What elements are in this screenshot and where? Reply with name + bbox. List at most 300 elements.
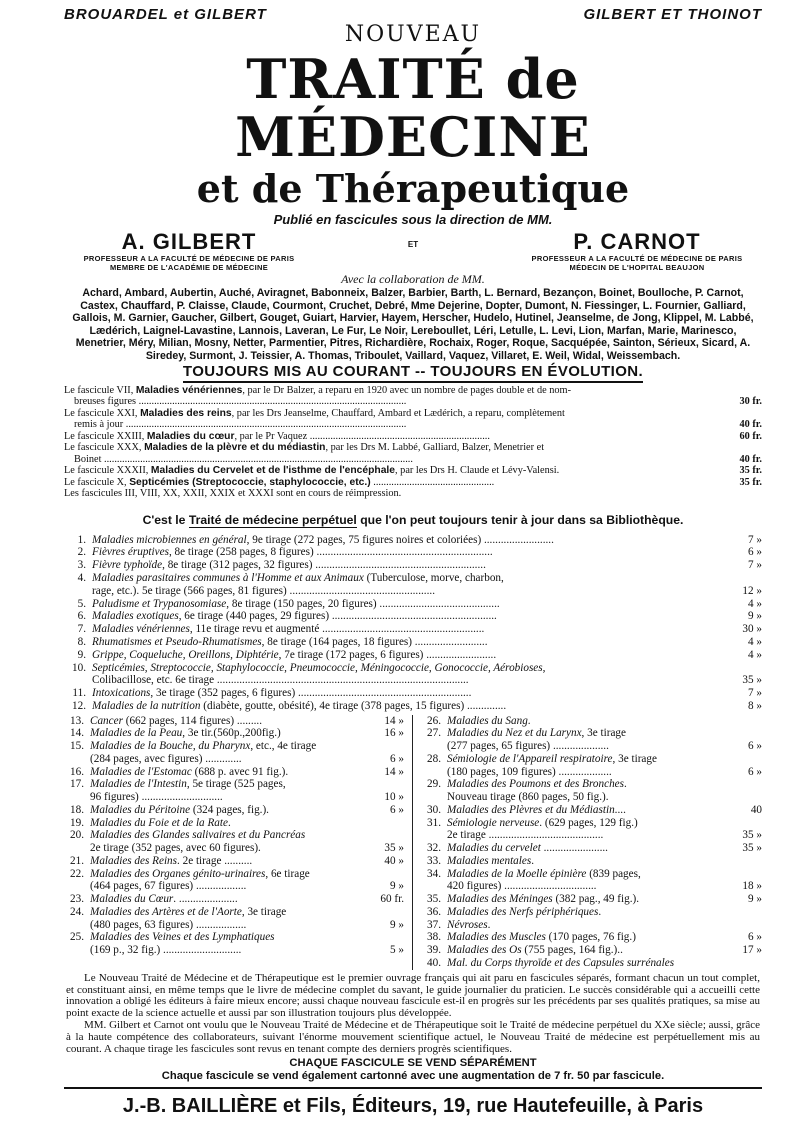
volume-details: , 8e tirage (164 pages, 18 figures) .......................... bbox=[261, 635, 488, 648]
volume-list bbox=[64, 534, 762, 713]
volume-title: Maladies du Péritoine bbox=[90, 803, 191, 816]
volume-number: 21. bbox=[70, 854, 84, 867]
volume-price: 40 » bbox=[384, 854, 404, 867]
volume-title: Septicémies, Streptococcie, Staphylococcie, Pneumococcie, Méningococcie, Gonococcie, Aérobioses, bbox=[92, 661, 546, 674]
volume-details: , 7e tirage (172 pages, 6 figures) ......................... bbox=[278, 648, 497, 661]
volume-number: 20. bbox=[70, 829, 84, 842]
volume-title: Maladies de la nutrition bbox=[92, 699, 201, 712]
volume-entry bbox=[421, 893, 762, 906]
volume-details: .... bbox=[614, 803, 626, 816]
news-post: , par le Pr Vaquez ...................................................................... bbox=[234, 430, 490, 442]
volume-number: 5. bbox=[77, 597, 86, 610]
director-left-name: A. GILBERT bbox=[121, 229, 257, 254]
directors-et: ET bbox=[407, 240, 419, 249]
news-entry bbox=[64, 442, 762, 454]
volume-text bbox=[447, 727, 728, 740]
news-entry bbox=[64, 465, 762, 477]
publisher: J.-B. BAILLIÈRE et Fils, Éditeurs, 19, rue Hautefeuille, à Paris bbox=[64, 1087, 762, 1119]
volume-number: 14. bbox=[70, 727, 84, 740]
volume-entry bbox=[421, 906, 762, 919]
volume-number: 28. bbox=[427, 752, 441, 765]
volume-entry bbox=[64, 662, 762, 675]
volume-entry bbox=[64, 817, 404, 830]
volume-number: 12. bbox=[72, 699, 86, 712]
volume-entry bbox=[421, 957, 762, 970]
news-post: ............................................... bbox=[370, 476, 495, 488]
volume-details: . ..................... bbox=[173, 893, 238, 906]
volume-entry bbox=[64, 687, 762, 700]
volume-details: , 3e tirage (352 pages, 6 figures) .............................................................. bbox=[150, 687, 472, 700]
volume-title: Maladies des Poumons et des Bronches bbox=[447, 778, 625, 791]
news-title: Septicémies (Streptococcie, staphylococcie, etc.) bbox=[129, 476, 371, 488]
volume-details: . bbox=[598, 905, 602, 918]
volume-text bbox=[90, 906, 370, 919]
volume-entry bbox=[64, 598, 762, 611]
volume-entry-continued bbox=[64, 880, 404, 893]
volume-text bbox=[447, 855, 728, 868]
news-list bbox=[64, 385, 762, 500]
volume-text bbox=[92, 662, 732, 675]
volume-price: 7 » bbox=[748, 559, 762, 572]
volume-details: , 3e tirage bbox=[612, 752, 657, 765]
volume-details: , 8e tirage (312 pages, 32 figures) ............................................................. bbox=[162, 559, 486, 572]
volume-cont-text: 420 figures) ................................. bbox=[447, 880, 597, 893]
volume-entry bbox=[421, 817, 762, 830]
news-entry bbox=[64, 385, 762, 397]
volume-price: 60 fr. bbox=[380, 893, 404, 906]
volume-title: Sémiologie nerveuse bbox=[447, 816, 540, 829]
volume-number: 3. bbox=[77, 559, 86, 572]
volume-entry bbox=[64, 649, 762, 662]
volume-price: 7 » bbox=[748, 687, 762, 700]
volume-text bbox=[447, 817, 728, 830]
news-title: Maladies des reins bbox=[140, 407, 232, 419]
volume-entry-continued bbox=[421, 766, 762, 779]
volume-entry-continued bbox=[421, 791, 762, 804]
title-main: TRAITÉ de MÉDECINE bbox=[235, 47, 591, 169]
volume-details: . bbox=[527, 714, 531, 727]
volume-details: , 9e tirage (272 pages, 75 figures noires et coloriées) ......................... bbox=[246, 533, 554, 546]
volume-details: ....................... bbox=[540, 842, 608, 855]
volume-price: 14 » bbox=[384, 714, 404, 727]
volume-details: , 3e tirage bbox=[581, 727, 626, 740]
volume-number: 32. bbox=[427, 842, 441, 855]
volume-title: Maladies vénériennes bbox=[92, 623, 190, 636]
sold-line1: CHAQUE FASCICULE SE VEND SÉPARÉMENT bbox=[289, 1057, 537, 1070]
news-pre: Le fascicule XXXII, bbox=[64, 465, 149, 477]
volume-text bbox=[90, 931, 370, 944]
news-entry bbox=[64, 477, 762, 489]
news-cont-text: breuses figures ........................................................................................................ bbox=[74, 396, 407, 408]
volume-entry bbox=[421, 868, 762, 881]
volume-price: 7 » bbox=[748, 533, 762, 546]
news-cont-price: 40 fr. bbox=[739, 453, 762, 465]
news-title: Maladies de la plèvre et du médiastin bbox=[144, 442, 326, 454]
volume-details: , 6e tirage bbox=[265, 867, 310, 880]
volume-title: Névroses bbox=[447, 918, 488, 931]
volume-details: , 5e tirage (525 pages, bbox=[186, 778, 286, 791]
volume-entry bbox=[64, 855, 404, 868]
volume-number: 38. bbox=[427, 931, 441, 944]
volume-cont-price: 9 » bbox=[390, 918, 404, 931]
volume-number: 17. bbox=[70, 778, 84, 791]
volume-entry bbox=[64, 559, 762, 572]
volume-details: , 3e tir.(560p.,200fig.) bbox=[182, 727, 281, 740]
volume-entry bbox=[64, 804, 404, 817]
volume-text bbox=[90, 829, 370, 842]
volume-entry bbox=[64, 931, 404, 944]
volume-entry-continued bbox=[64, 842, 404, 855]
volume-title: Grippe, Coqueluche, Oreillons, Diphtérie bbox=[92, 648, 279, 661]
volume-price: 4 » bbox=[748, 648, 762, 661]
volume-title: Maladies des Veines et des Lymphatiques bbox=[90, 931, 275, 944]
volume-column-right bbox=[413, 715, 762, 970]
volume-number: 24. bbox=[70, 905, 84, 918]
volume-cont-text: 96 figures) ............................. bbox=[90, 791, 223, 804]
news-entry bbox=[64, 488, 762, 500]
volume-entry bbox=[64, 715, 404, 728]
volume-details: . bbox=[624, 778, 627, 791]
news-text bbox=[64, 465, 736, 477]
volume-number: 29. bbox=[427, 778, 441, 791]
volume-column-left bbox=[64, 715, 413, 970]
volume-entry bbox=[64, 610, 762, 623]
volume-text bbox=[92, 700, 732, 713]
news-text bbox=[64, 488, 762, 500]
news-text bbox=[64, 408, 762, 420]
volume-details: . (629 pages, 129 fig.) bbox=[539, 816, 638, 829]
volume-title: Maladies de la Bouche, du Pharynx bbox=[90, 740, 251, 753]
news-price: 35 fr. bbox=[739, 465, 762, 477]
volume-number: 26. bbox=[427, 714, 441, 727]
volume-text bbox=[90, 740, 370, 753]
news-entry bbox=[64, 431, 762, 443]
volume-entry bbox=[64, 778, 404, 791]
volume-text bbox=[92, 559, 732, 572]
volume-details: (Tuberculose, morve, charbon, bbox=[363, 571, 504, 584]
news-cont-text: remis à jour ............................................................................................................. bbox=[74, 419, 407, 431]
volume-number: 34. bbox=[427, 867, 441, 880]
description-paragraph: Le Nouveau Traité de Médecine et de Thérapeutique est le premier ouvrage français qui ait paru en fascicules séparés, formant chacun un tout complet, et constituant ainsi, en même temps que le livre de médecine complet du savant, le guide journalier du praticien. Le succès considérable qui a accueilli cette innovation a obligé les éditeurs à faire mieux encore; aussi chaque nouveau fascicule est-il en progrès sur les précédents par ses qualités pratiques, sa mise au point exacte de la science actuelle et aussi par son illustration toujours plus développée. bbox=[66, 971, 760, 1020]
volume-number: 23. bbox=[70, 893, 84, 906]
volume-entry bbox=[64, 572, 762, 585]
volume-entry bbox=[64, 534, 762, 547]
volume-text bbox=[447, 778, 728, 791]
statement-underlined: Traité de médecine perpétuel bbox=[188, 512, 357, 527]
volume-entry bbox=[421, 842, 762, 855]
volume-entry bbox=[421, 931, 762, 944]
volume-number: 19. bbox=[70, 816, 84, 829]
news-entry-continued bbox=[64, 454, 762, 466]
volume-entry bbox=[64, 636, 762, 649]
volume-entry-continued bbox=[64, 791, 404, 804]
volume-text bbox=[92, 623, 732, 636]
volume-price: 40 bbox=[750, 803, 762, 816]
volume-title: Maladies mentales bbox=[447, 854, 532, 867]
volume-title: Fièvre typhoïde bbox=[92, 559, 163, 572]
volume-details: . bbox=[531, 854, 534, 867]
volume-title: Maladies des Nerfs périphériques bbox=[447, 905, 599, 918]
news-pre: Les fascicules III, VIII, XX, XXII, XXIX et XXXI sont en cours de réimpression. bbox=[64, 488, 402, 500]
volume-title: Maladies des Glandes salivaires et du Pancréas bbox=[90, 829, 306, 842]
volume-price: 9 » bbox=[748, 893, 762, 906]
volume-entry bbox=[421, 804, 762, 817]
volume-entry bbox=[421, 778, 762, 791]
news-price: 60 fr. bbox=[739, 430, 762, 442]
volume-number: 37. bbox=[427, 918, 441, 931]
volume-number: 8. bbox=[77, 635, 86, 648]
director-right bbox=[512, 230, 762, 272]
volume-cont-price: 18 » bbox=[742, 880, 762, 893]
volume-number: 36. bbox=[427, 905, 441, 918]
volume-cont-price: 12 » bbox=[742, 584, 762, 597]
volume-price: 17 » bbox=[742, 944, 762, 957]
volume-text bbox=[90, 715, 370, 728]
directors bbox=[64, 230, 762, 272]
volume-entry-continued bbox=[421, 740, 762, 753]
volume-entry bbox=[64, 829, 404, 842]
news-text bbox=[64, 385, 762, 397]
volume-text bbox=[90, 868, 370, 881]
volume-entry bbox=[64, 740, 404, 753]
volume-cont-text: (464 pages, 67 figures) .................. bbox=[90, 880, 247, 893]
volume-cont-text: rage, etc.). 5e tirage (566 pages, 81 figures) .................................................... bbox=[92, 584, 435, 597]
news-post: , par les Drs Jeanselme, Chauffard, Ambard et Lædérich, a reparu, complètement bbox=[231, 407, 565, 419]
volume-number: 39. bbox=[427, 944, 441, 957]
director-right-role2: MÉDECIN DE L'HOPITAL BEAUJON bbox=[569, 263, 705, 272]
volume-price: 6 » bbox=[748, 931, 762, 944]
news-post: , par le Dr Balzer, a reparu en 1920 avec un nombre de pages double et de nom- bbox=[242, 384, 571, 396]
volume-text bbox=[90, 893, 370, 906]
volume-entry bbox=[421, 727, 762, 740]
volume-entry-continued bbox=[64, 753, 404, 766]
volume-price: 14 » bbox=[384, 765, 404, 778]
volume-details: (324 pages, fig.). bbox=[190, 803, 269, 816]
volume-entry bbox=[64, 727, 404, 740]
volume-text bbox=[447, 906, 728, 919]
volume-title: Maladies des Organes génito-urinaires bbox=[90, 867, 266, 880]
volume-title: Maladies parasitaires communes à l'Homme et aux Animaux bbox=[92, 571, 364, 584]
volume-price: 6 » bbox=[748, 546, 762, 559]
volume-number: 40. bbox=[427, 956, 441, 969]
volume-text bbox=[447, 944, 728, 957]
statement bbox=[64, 512, 762, 528]
volume-text bbox=[92, 598, 732, 611]
news-post: , par les Drs M. Labbé, Galliard, Balzer, Menetrier et bbox=[325, 442, 545, 454]
volume-cont-text: (180 pages, 109 figures) ................... bbox=[447, 765, 612, 778]
volume-number: 25. bbox=[70, 931, 84, 944]
volume-details: (diabète, goutte, obésité), 4e tirage (378 pages, 15 figures) .............. bbox=[200, 699, 507, 712]
volume-details: , 8e tirage (258 pages, 8 figures) ............................................................... bbox=[168, 546, 493, 559]
news-pre: Le fascicule XXI, bbox=[64, 407, 138, 419]
volume-number: 30. bbox=[427, 803, 441, 816]
volume-number: 16. bbox=[70, 765, 84, 778]
news-entry bbox=[64, 408, 762, 420]
volume-text bbox=[447, 931, 728, 944]
volume-price: 4 » bbox=[748, 597, 762, 610]
header-right-author: GILBERT ET THOINOT bbox=[583, 6, 762, 23]
volume-number: 7. bbox=[77, 623, 86, 636]
volume-title: Maladies du Foie et de la Rate bbox=[90, 816, 228, 829]
volume-details: (839 pages, bbox=[586, 867, 641, 880]
sold-separately bbox=[64, 1057, 762, 1083]
volume-cont-price: 6 » bbox=[390, 752, 404, 765]
volume-cont-text: Colibacillose, etc. 6e tirage .......................................................................................... bbox=[92, 674, 469, 687]
volume-text bbox=[92, 546, 732, 559]
volume-entry-continued bbox=[64, 944, 404, 957]
volume-text bbox=[447, 919, 728, 932]
title-subtitle: et de Thérapeutique bbox=[196, 166, 630, 211]
volume-number: 27. bbox=[427, 727, 441, 740]
news-cont-price: 40 fr. bbox=[739, 419, 762, 431]
volume-title: Maladies du Nez et du Larynx bbox=[447, 727, 582, 740]
news-cont-price: 30 fr. bbox=[739, 396, 762, 408]
volume-title: Paludisme et Trypanosomiase bbox=[92, 597, 227, 610]
volume-details: . bbox=[487, 918, 491, 931]
volume-title: Maladies du cervelet bbox=[447, 842, 541, 855]
volume-details: (662 pages, 114 figures) ......... bbox=[122, 714, 263, 727]
volume-price: 30 » bbox=[742, 623, 762, 636]
published-line: Publié en fascicules sous la direction de MM. bbox=[273, 212, 553, 227]
volume-cont-price: 5 » bbox=[390, 944, 404, 957]
volume-title: Maladies de l'Estomac bbox=[90, 765, 192, 778]
news-cont-text: Boinet ........................................................................................................................ bbox=[74, 453, 413, 465]
sold-line2: Chaque fascicule se vend également cartonné avec une augmentation de 7 fr. 50 par fascicule. bbox=[161, 1070, 665, 1083]
volume-number: 11. bbox=[72, 687, 86, 700]
volume-title: Maladies de l'Intestin bbox=[90, 778, 187, 791]
volume-cont-text: 2e tirage ......................................... bbox=[447, 829, 604, 842]
volume-entry-continued bbox=[64, 674, 762, 687]
volume-text bbox=[447, 804, 728, 817]
volume-entry bbox=[64, 546, 762, 559]
volume-title: Maladies du Sang bbox=[447, 714, 528, 727]
volume-text bbox=[447, 842, 728, 855]
volume-details: , 8e tirage (150 pages, 20 figures) ........................................... bbox=[226, 597, 500, 610]
motto-text: TOUJOURS MIS AU COURANT -- TOUJOURS EN ÉVOLUTION. bbox=[183, 363, 643, 383]
volume-text bbox=[92, 610, 732, 623]
news-pre: Le fascicule X, bbox=[64, 476, 127, 488]
volume-details: , etc., 4e tirage bbox=[250, 740, 317, 753]
volume-entry bbox=[64, 893, 404, 906]
volume-title: Mal. du Corps thyroïde et des Capsules surrénales bbox=[447, 956, 675, 969]
volume-text bbox=[92, 636, 732, 649]
volume-details: (755 pages, 164 fig.).. bbox=[521, 944, 623, 957]
volume-cont-text: (480 pages, 63 figures) .................. bbox=[90, 918, 247, 931]
volume-title: Maladies de la Moelle épinière bbox=[447, 867, 587, 880]
volume-text bbox=[90, 727, 370, 740]
collaborators-list: Achard, Ambard, Aubertin, Auché, Aviragnet, Babonneix, Balzer, Barbier, Barth, L. Bernard, Bezançon, Boinet, Boulloche, P. Carnot, Castex, Chauffard, P. Claisse, Claude, Courmont, Cruchet, Debré, Mme Dejerine, Dopter, Dumont, N. Fiessinger, L. Fournier, Galliard, Gallois, M. Garnier, Gaucher, Gilbert, Gouget, Guiart, Harvier, Hayem, Herscher, Hudelo, Hutinel, Jeanselme, de Jong, Klippel, M. Labbé, Lædérich, Laignel-Lavastine, Lannois, Laveran, Le Fur, Le Noir, Lereboullet, Léri, Letulle, L. Levi, Lion, Marfan, Marie, Marinesco, Menetrier, Méry, Milian, Mosny, Netter, Parmentier, Pitres, Richardière, Rochaix, Roger, Roque, Sacquépée, Sainton, Sérieux, Sicard, A. Siredey, Surmont, J. Teissier, A. Thomas, Triboulet, Vaillard, Vaquez, Villaret, E. Weil, Widal, Weissembach. bbox=[72, 287, 754, 362]
volume-cont-price: 9 » bbox=[390, 880, 404, 893]
volume-title: Maladies des Reins bbox=[90, 854, 177, 867]
news-text bbox=[64, 477, 736, 489]
volume-price: 8 » bbox=[748, 699, 762, 712]
volume-cont-price: 6 » bbox=[748, 765, 762, 778]
news-text bbox=[64, 431, 736, 443]
volume-text bbox=[90, 804, 370, 817]
volume-title: Cancer bbox=[90, 714, 123, 727]
volume-text bbox=[90, 766, 370, 779]
volume-text bbox=[90, 855, 370, 868]
volume-number: 33. bbox=[427, 854, 441, 867]
news-pre: Le fascicule XXIII, bbox=[64, 430, 145, 442]
volume-text bbox=[447, 753, 728, 766]
volume-cont-text: Nouveau tirage (860 pages, 50 fig.). bbox=[447, 791, 609, 804]
volume-details: , 11e tirage revu et augmenté .......................................................... bbox=[189, 623, 485, 636]
volume-entry bbox=[421, 753, 762, 766]
volume-cont-price: 6 » bbox=[748, 740, 762, 753]
volume-cont-text: (169 p., 32 fig.) ............................ bbox=[90, 944, 242, 957]
volume-details: (688 p. avec 91 fig.). bbox=[191, 765, 289, 778]
volume-entry bbox=[64, 868, 404, 881]
volume-number: 15. bbox=[70, 740, 84, 753]
volume-number: 9. bbox=[77, 648, 86, 661]
volume-title: Maladies des Plèvres et du Médiastin bbox=[447, 803, 615, 816]
volume-text bbox=[447, 893, 728, 906]
volume-number: 10. bbox=[72, 661, 86, 674]
volume-details: (382 pag., 49 fig.). bbox=[552, 893, 640, 906]
volume-price: 35 » bbox=[742, 842, 762, 855]
news-post: , par les Drs H. Claude et Lévy-Valensi. bbox=[395, 465, 560, 477]
volume-title: Maladies exotiques bbox=[92, 610, 179, 623]
volume-number: 22. bbox=[70, 867, 84, 880]
news-title: Maladies du Cervelet et de l'isthme de l'encéphale bbox=[150, 465, 396, 477]
news-pre: Le fascicule VII, bbox=[64, 384, 134, 396]
volume-number: 18. bbox=[70, 803, 84, 816]
volume-cont-text: 2e tirage (352 pages, avec 60 figures). bbox=[90, 842, 261, 855]
volume-title: Maladies microbiennes en général bbox=[92, 533, 247, 546]
news-price: 35 fr. bbox=[739, 476, 762, 488]
volume-text bbox=[447, 868, 728, 881]
volume-title: Maladies des Muscles bbox=[447, 931, 546, 944]
statement-post: que l'on peut toujours tenir à jour dans sa Bibliothèque. bbox=[356, 512, 684, 527]
news-title: Maladies du cœur bbox=[146, 430, 235, 442]
volume-entry bbox=[421, 919, 762, 932]
volume-number: 31. bbox=[427, 816, 441, 829]
volume-text bbox=[90, 817, 370, 830]
volume-details: (170 pages, 76 fig.) bbox=[545, 931, 636, 944]
volume-details: . bbox=[227, 816, 231, 829]
volume-price: 16 » bbox=[384, 727, 404, 740]
volume-text bbox=[447, 957, 728, 970]
director-right-role1: PROFESSEUR A LA FACULTÉ DE MÉDECINE DE PARIS bbox=[531, 254, 743, 263]
description bbox=[64, 973, 762, 1056]
volume-cont-price: 35 » bbox=[384, 842, 404, 855]
volume-text bbox=[92, 572, 732, 585]
news-title: Maladies vénériennes bbox=[135, 384, 243, 396]
volume-text bbox=[90, 778, 370, 791]
volume-entry-continued bbox=[64, 919, 404, 932]
volume-entry-continued bbox=[64, 585, 762, 598]
volume-number: 13. bbox=[70, 714, 84, 727]
volume-details: , 6e tirage (440 pages, 29 figures) ........................................................... bbox=[178, 610, 497, 623]
volume-price: 6 » bbox=[390, 803, 404, 816]
news-entry-continued bbox=[64, 419, 762, 431]
director-left-role1: PROFESSEUR A LA FACULTÉ DE MÉDECINE DE PARIS bbox=[83, 254, 295, 263]
volume-details: , 3e tirage bbox=[241, 905, 287, 918]
director-left-role2: MEMBRE DE L'ACADÉMIE DE MÉDECINE bbox=[109, 263, 269, 272]
volume-number: 35. bbox=[427, 893, 441, 906]
volume-cont-price: 35 » bbox=[742, 829, 762, 842]
volume-number: 1. bbox=[77, 533, 86, 546]
volume-number: 6. bbox=[77, 610, 86, 623]
volume-number: 4. bbox=[77, 571, 86, 584]
volume-title: Sémiologie de l'Appareil respiratoire bbox=[447, 752, 613, 765]
volume-entry-continued bbox=[421, 829, 762, 842]
description-paragraph: MM. Gilbert et Carnot ont voulu que le Nouveau Traité de Médecine et de Thérapeutique soit le Traité de médecine perpétuel du XXe siècle; aussi, grâce à la haute compétence des collaborateurs, suivant l'énorme mouvement scientifique actuel, le Nouveau Traité de médecine est perpétuellement mis au courant. A chaque tirage les fascicules sont revus en tenant compte des derniers progrès scientifiques. bbox=[66, 1018, 760, 1055]
director-left bbox=[64, 230, 314, 272]
volume-columns bbox=[64, 715, 762, 970]
volume-entry bbox=[421, 715, 762, 728]
